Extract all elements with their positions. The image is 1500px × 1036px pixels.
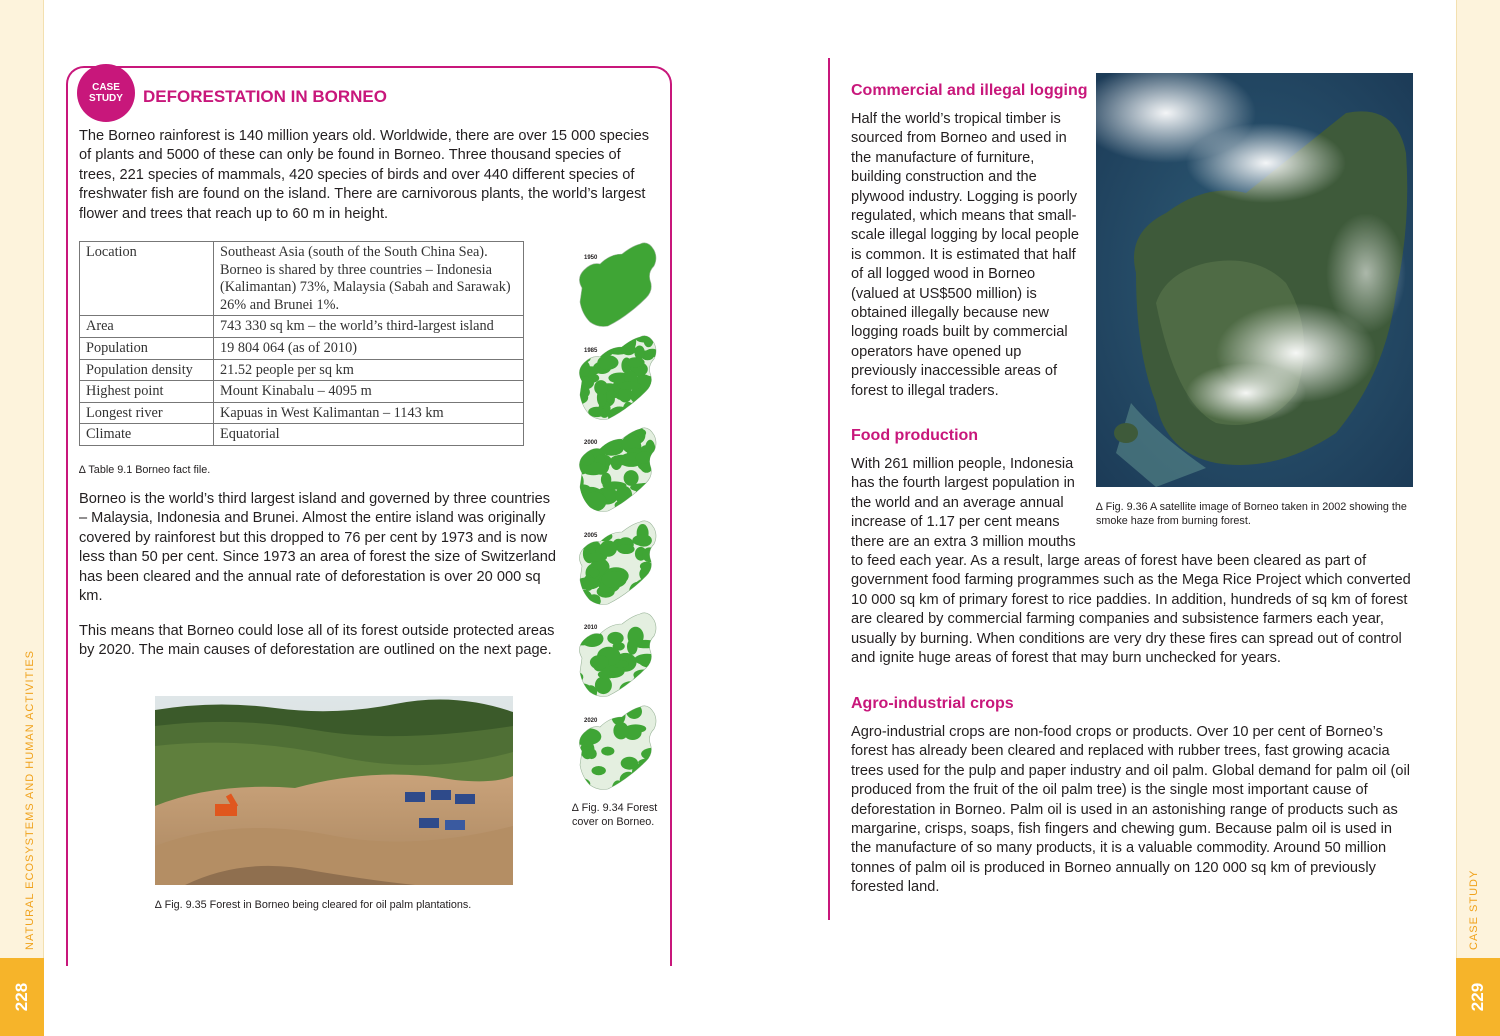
fact-value: Southeast Asia (south of the South China Sea). Borneo is shared by three countries – Indonesia (Kalimantan) 73%, Malaysia (Sabah and Sarawak) 26% and Brunei 1%. bbox=[214, 242, 524, 316]
fact-key: Highest point bbox=[80, 381, 214, 403]
satellite-caption: ∆ Fig. 9.36 A satellite image of Borneo taken in 2002 showing the smoke haze from burning forest. bbox=[1096, 501, 1407, 527]
food-paragraph-top: With 261 million people, Indonesia has the fourth largest population in the world and an average annual increase of 1.17 per cent means there are an extra 3 million mouths bbox=[851, 456, 1076, 550]
map-year-label: 2020 bbox=[584, 717, 598, 724]
borneo-islands-paragraph: Borneo is the world’s third largest island and governed by three countries – Malaysia, Indonesia and Brunei. Almost the entire island was originally covered by rainforest but this dropped to 76 per cent by 1973 and is now less than 50 per cent. Since 1973 an area of forest the size of Switzerland has been cleared and the annual rate of deforestation is over 20 000 sq km. bbox=[79, 491, 557, 605]
fact-key: Climate bbox=[80, 424, 214, 446]
food-heading: Food production bbox=[851, 427, 979, 444]
fact-table-caption: ∆ Table 9.1 Borneo fact file. bbox=[79, 464, 211, 476]
fact-key: Location bbox=[80, 242, 214, 316]
borneo-map-2020 bbox=[570, 703, 660, 791]
left-page-number: 228 bbox=[12, 982, 31, 1012]
forest-loss-paragraph: This means that Borneo could lose all of its forest outside protected areas by 2020. The main causes of deforestation are outlined on the next page. bbox=[79, 623, 555, 659]
fact-table-row bbox=[80, 242, 524, 316]
right-page-number: 229 bbox=[1468, 982, 1487, 1012]
intro-paragraph: The Borneo rainforest is 140 million years old. Worldwide, there are over 15 000 species of plants and 5000 of these can only be found in Borneo. Three thousand species of trees, 221 species of mammals, 420 species of birds and over 440 different species of freshwater fish are found on the island. There are carnivorous plants, the world’s largest flower and trees that reach up to 60 m in height. bbox=[79, 128, 649, 222]
logging-heading: Commercial and illegal logging bbox=[851, 82, 1088, 99]
clearing-photo-caption: ∆ Fig. 9.35 Forest in Borneo being cleared for oil palm plantations. bbox=[155, 899, 472, 911]
borneo-fact-table bbox=[79, 241, 524, 446]
agro-paragraph: Agro-industrial crops are non-food crops or products. Over 10 per cent of Borneo’s forest has already been cleared and replaced with rubber trees, fast growing acacia trees used for the pulp and paper industry and oil palm. Global demand for palm oil (oil produced from the fruit of the oil palm tree) is the single most important cause of deforestation in Borneo. Palm oil is used in an astonishing range of products such as margarine, crisps, soaps, fish fingers and chewing gum. Because palm oil is used in the manufacture of so many products, it is a valuable commodity. Around 50 million tonnes of palm oil is produced in Borneo annually on 120 000 sq km of previously forested land. bbox=[851, 724, 1410, 896]
fact-value: Mount Kinabalu – 4095 m bbox=[214, 381, 524, 403]
right-side-label: CASE STUDY bbox=[1468, 869, 1480, 950]
fact-key: Area bbox=[80, 316, 214, 338]
agro-heading: Agro-industrial crops bbox=[851, 695, 1014, 712]
fact-value: 19 804 064 (as of 2010) bbox=[214, 337, 524, 359]
map-year-label: 1985 bbox=[584, 347, 598, 354]
map-year-label: 2000 bbox=[584, 440, 598, 446]
fact-table-row bbox=[80, 402, 524, 424]
fact-table-row bbox=[80, 337, 524, 359]
fact-key: Longest river bbox=[80, 402, 214, 424]
left-page-number-tab bbox=[0, 958, 44, 1036]
borneo-map-2000 bbox=[570, 425, 660, 513]
left-margin-strip bbox=[0, 0, 44, 1036]
borneo-map-2010 bbox=[570, 610, 660, 698]
fact-table-row bbox=[80, 381, 524, 403]
case-study-title: DEFORESTATION IN BORNEO bbox=[143, 87, 387, 106]
fact-value: 743 330 sq km – the world’s third-largest island bbox=[214, 316, 524, 338]
fact-value: Kapuas in West Kalimantan – 1143 km bbox=[214, 402, 524, 424]
fact-table-row bbox=[80, 316, 524, 338]
case-study-badge bbox=[77, 64, 135, 122]
map-year-label: 2005 bbox=[584, 532, 598, 539]
fact-value: 21.52 people per sq km bbox=[214, 359, 524, 381]
right-page-rule bbox=[828, 58, 830, 920]
borneo-map-2005 bbox=[570, 518, 660, 606]
forest-clearing-photo bbox=[155, 696, 513, 885]
fact-table-row bbox=[80, 359, 524, 381]
fact-key: Population bbox=[80, 337, 214, 359]
map-year-label: 2010 bbox=[584, 625, 598, 631]
food-paragraph-bottom: to feed each year. As a result, large areas of forest have been cleared as part of government food farming programmes such as the Mega Rice Project which converted 10 000 sq km of primary forest to rice paddies. In addition, hundreds of sq km of forest are cleared by commercial farming companies and subsistence farmers each year, usually by burning. When conditions are very dry these fires can spread out of control and ignite huge areas of forest that may burn unchecked for years. bbox=[851, 553, 1411, 667]
map-year-label: 1950 bbox=[584, 255, 598, 261]
fact-table-row bbox=[80, 424, 524, 446]
fact-value: Equatorial bbox=[214, 424, 524, 446]
borneo-map-1985 bbox=[570, 333, 660, 421]
left-side-label: NATURAL ECOSYSTEMS AND HUMAN ACTIVITIES bbox=[24, 650, 36, 950]
fact-key: Population density bbox=[80, 359, 214, 381]
logging-paragraph: Half the world’s tropical timber is sourced from Borneo and used in the manufacture of furniture, building construction and the plywood industry. Logging is poorly regulated, which means that small-scale illegal logging by local people is common. It is estimated that half of all logged wood in Borneo (valued at US$500 million) is obtained illegally because new logging roads built by commercial operators have opened up previously inaccessible areas of forest to illegal traders. bbox=[851, 111, 1079, 399]
borneo-satellite-image bbox=[1096, 73, 1413, 487]
badge-line-2: STUDY bbox=[89, 93, 123, 104]
right-page-number-tab bbox=[1456, 958, 1500, 1036]
borneo-map-1950 bbox=[570, 240, 660, 328]
forest-maps-caption: ∆ Fig. 9.34 Forest cover on Borneo. bbox=[572, 802, 658, 828]
badge-line-1: CASE bbox=[92, 82, 120, 93]
